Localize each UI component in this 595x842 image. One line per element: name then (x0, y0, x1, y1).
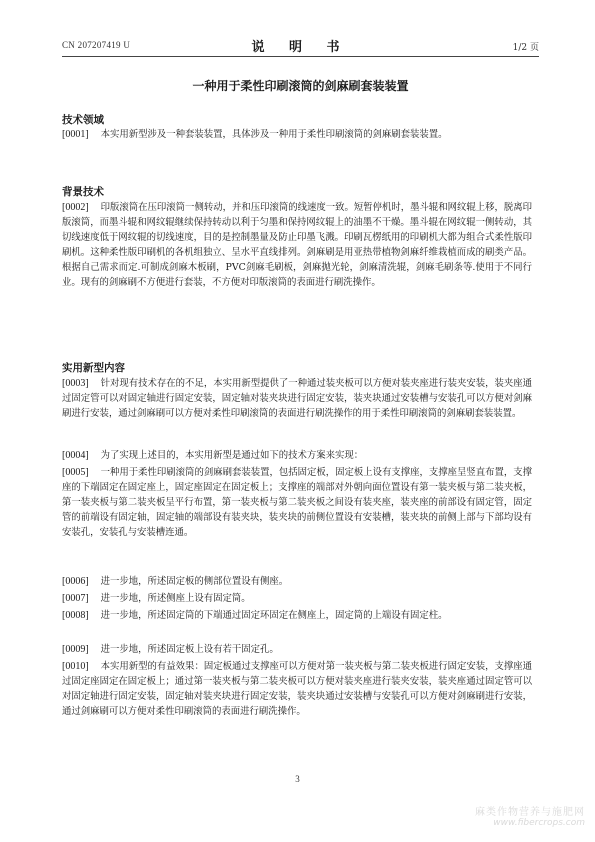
paragraph-0002 (62, 200, 532, 290)
paragraph-text: 针对现有技术存在的不足，本实用新型提供了一种通过装夹板可以方便对装夹座进行装夹安装，装夹座通过固定管可以对固定轴进行固定安装，固定轴对装夹块进行固定安装，装夹块通过安装槽与安装孔可以方便对剑麻刷进行安装，通过剑麻刷可以方便对柔性印刷滚筒的表面进行刷洗操作的用于柔性印刷滚筒的剑麻刷套装装置。 (62, 378, 532, 419)
paragraph-text: 进一步地，所述固定筒的下端通过固定环固定在侧座上，固定筒的上端设有固定柱。 (100, 610, 448, 621)
paragraph-0003 (62, 376, 532, 421)
header-rule (62, 56, 539, 57)
paragraph-text: 印版滚筒在压印滚筒一侧转动，并和压印滚筒的线速度一致。短暂停机时，墨斗辊和网纹辊上移，脱离印版滚筒，而墨斗辊和网纹辊继续保持转动以利于匀墨和保持网纹辊上的油墨不干燥。墨斗辊在网纹辊一侧转动，其切线速度低于网纹辊的切线速度，目的是控制墨量及防止印墨飞溅。印刷瓦楞纸用的印刷机大都为组合式柔性版印刷机。这种柔性版印刷机的各机组独立、呈水平直线排列。剑麻刷是用亚热带植物剑麻纤维栽植而成的刷类产品。根据自己需求而定.可制成剑麻木板刷，PVC剑麻毛刷板，剑麻抛光轮，剑麻清洗辊，剑麻毛刷条等.使用于不同行业。现有的剑麻刷不方便进行套装，不方便对印版滚筒的表面进行刷洗操作。 (62, 202, 532, 288)
paragraph-number: [0004] (62, 450, 89, 461)
paragraph-number: [0005] (62, 467, 89, 478)
paragraph-number: [0010] (62, 661, 89, 672)
page-header (62, 36, 539, 56)
paragraph-0004 (62, 448, 532, 463)
page-number: 3 (295, 774, 300, 784)
paragraph-number: [0002] (62, 202, 89, 213)
patent-number: CN 207207419 U (62, 40, 131, 50)
paragraph-number: [0008] (62, 610, 89, 621)
paragraph-0009 (62, 642, 532, 657)
paragraph-text: 进一步地，所述侧座上设有固定筒。 (100, 593, 251, 604)
paragraph-0006 (62, 574, 532, 589)
document-type: 说 明 书 (251, 40, 350, 55)
paragraph-number: [0007] (62, 593, 89, 604)
paragraph-text: 本实用新型的有益效果：固定板通过支撑座可以方便对第一装夹板与第二装夹板进行固定安装，支撑座通过固定座固定在固定板上；通过第一装夹板与第二装夹板可以方便对装夹座进行装夹安装，装夹座通过固定管可以对固定轴进行固定安装，固定轴对装夹块进行固定安装，装夹块通过安装槽与安装孔可以方便对剑麻刷进行安装，通过剑麻刷可以方便对柔性印刷滚筒的表面进行刷洗操作。 (62, 661, 532, 717)
paragraph-0005 (62, 465, 532, 540)
paragraph-0010 (62, 659, 532, 719)
section-heading-content: 实用新型内容 (62, 362, 125, 374)
section-heading-background: 背景技术 (62, 186, 104, 198)
watermark-url: www.fibercrops.com (493, 818, 585, 828)
paragraph-text: 为了实现上述目的，本实用新型是通过如下的技术方案来实现： (100, 450, 364, 461)
section-heading-tech-field: 技术领域 (62, 114, 104, 126)
paragraph-text: 一种用于柔性印刷滚筒的剑麻刷套装装置，包括固定板，固定板上设有支撑座，支撑座呈竖直布置，支撑座的下端固定在固定座上，固定座固定在固定板上；支撑座的端部对外朝向面位置设有第一装夹板与第二装夹板，第一装夹板与第二装夹板呈平行布置，第一装夹板与第二装夹板之间设有装夹座，装夹座的前部设有固定管，固定管的前端设有固定轴，固定轴的端部设有装夹块，装夹块的前侧位置设有安装槽，装夹块的前侧上部与下部均设有安装孔，安装孔与安装槽连通。 (62, 467, 532, 538)
paragraph-number: [0009] (62, 644, 89, 655)
paragraph-text: 本实用新型涉及一种套装装置，具体涉及一种用于柔性印刷滚筒的剑麻刷套装装置。 (100, 129, 448, 140)
paragraph-0001 (62, 127, 532, 142)
paragraph-0008 (62, 608, 532, 623)
watermark (475, 803, 585, 828)
watermark-site-name: 麻类作物营养与施肥网 (475, 807, 585, 818)
page-indicator: 1/2 页 (512, 43, 539, 53)
document-title: 一种用于柔性印刷滚筒的剑麻刷套装装置 (192, 79, 409, 93)
paragraph-number: [0006] (62, 576, 89, 587)
paragraph-number: [0003] (62, 378, 89, 389)
paragraph-number: [0001] (62, 129, 89, 140)
paragraph-text: 进一步地，所述固定板上设有若干固定孔。 (100, 644, 279, 655)
paragraph-0007 (62, 591, 532, 606)
paragraph-text: 进一步地，所述固定板的侧部位置设有侧座。 (100, 576, 289, 587)
